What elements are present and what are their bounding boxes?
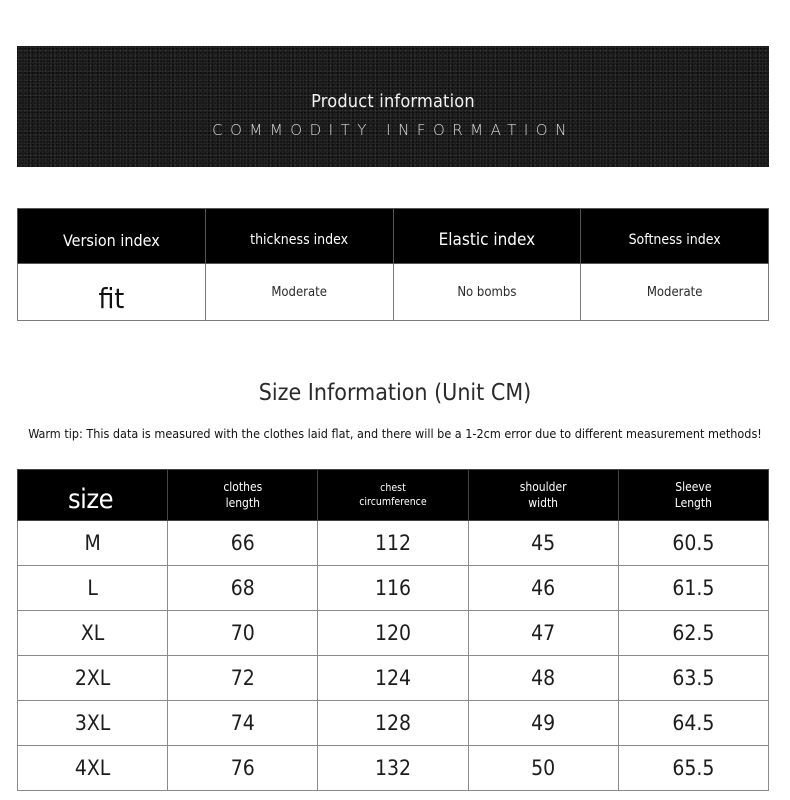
header-line2: circumference (359, 496, 427, 508)
cell-clothes-length: 76 (168, 746, 318, 791)
cell-chest-circumference: 116 (318, 566, 468, 611)
cell-clothes-length: 74 (168, 701, 318, 746)
table-row (18, 521, 769, 566)
header-shoulder-width (468, 470, 618, 521)
header-line2: length (225, 496, 260, 510)
product-index-table (17, 208, 769, 321)
cell-clothes-length: 66 (168, 521, 318, 566)
table-row (18, 656, 769, 701)
header-softness-index: Softness index (581, 209, 769, 264)
cell-shoulder-width: 49 (468, 701, 618, 746)
header-version-index: Version index (18, 209, 206, 264)
cell-sleeve-length: 61.5 (618, 566, 768, 611)
cell-sleeve-length: 64.5 (618, 701, 768, 746)
cell-size: M (18, 521, 168, 566)
cell-clothes-length: 68 (168, 566, 318, 611)
header-line2: Length (674, 496, 712, 510)
header-sleeve-length (618, 470, 768, 521)
banner-subtitle: COMMODITY INFORMATION (212, 121, 574, 139)
cell-size: 2XL (18, 656, 168, 701)
value-elastic-index: No bombs (393, 264, 581, 321)
cell-sleeve-length: 62.5 (618, 611, 768, 656)
banner-title: Product information (311, 91, 475, 112)
header-chest-circumference (318, 470, 468, 521)
header-size-label: size (68, 483, 114, 515)
cell-clothes-length: 72 (168, 656, 318, 701)
cell-size: 4XL (18, 746, 168, 791)
header-line1: clothes (223, 479, 263, 494)
cell-sleeve-length: 63.5 (618, 656, 768, 701)
index-value-row (18, 264, 769, 321)
cell-sleeve-length: 60.5 (618, 521, 768, 566)
cell-shoulder-width: 50 (468, 746, 618, 791)
cell-chest-circumference: 132 (318, 746, 468, 791)
header-thickness-index: thickness index (205, 209, 393, 264)
value-softness-index: Moderate (581, 264, 769, 321)
cell-shoulder-width: 46 (468, 566, 618, 611)
table-row (18, 611, 769, 656)
cell-clothes-length: 70 (168, 611, 318, 656)
cell-sleeve-length: 65.5 (618, 746, 768, 791)
size-table (17, 469, 769, 791)
size-header-row (18, 470, 769, 521)
warm-tip-text: Warm tip: This data is measured with the clothes laid flat, and there will be a 1-2cm error due to different measurement methods! (28, 426, 762, 441)
size-section-title: Size Information (Unit CM) (258, 380, 532, 406)
cell-size: L (18, 566, 168, 611)
size-rows (18, 521, 769, 791)
header-elastic-index: Elastic index (393, 209, 581, 264)
cell-chest-circumference: 112 (318, 521, 468, 566)
product-info-banner (17, 46, 769, 167)
cell-shoulder-width: 48 (468, 656, 618, 701)
cell-size: XL (18, 611, 168, 656)
header-line1: shoulder (519, 479, 567, 494)
cell-chest-circumference: 120 (318, 611, 468, 656)
header-clothes-length (168, 470, 318, 521)
value-thickness-index: Moderate (205, 264, 393, 321)
table-row (18, 566, 769, 611)
cell-chest-circumference: 128 (318, 701, 468, 746)
cell-chest-circumference: 124 (318, 656, 468, 701)
table-row (18, 701, 769, 746)
cell-size: 3XL (18, 701, 168, 746)
cell-shoulder-width: 45 (468, 521, 618, 566)
index-header-row (18, 209, 769, 264)
header-line1: Sleeve (675, 479, 712, 494)
header-line1: chest (380, 481, 406, 494)
table-row (18, 746, 769, 791)
header-line2: width (528, 496, 559, 510)
cell-shoulder-width: 47 (468, 611, 618, 656)
value-version-index: fit (18, 264, 206, 321)
header-size (18, 470, 168, 521)
